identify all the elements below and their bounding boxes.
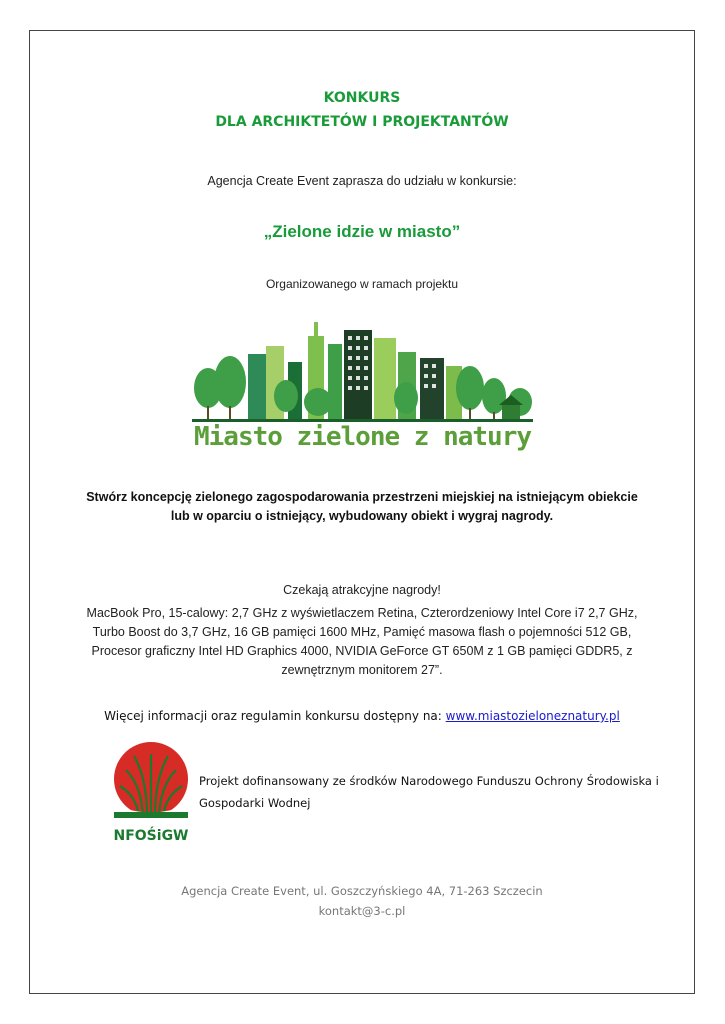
website-link[interactable]: www.miastozieloneznatury.pl (445, 709, 620, 723)
prize-line-2: Turbo Boost do 3,7 GHz, 16 GB pamięci 1600 MHz, Pamięć masowa flash o pojemności 512 GB, (92, 625, 632, 639)
funding-line-2: Gospodarki Wodnej (199, 796, 311, 810)
project-logo-text: Miasto zielone z natury (193, 422, 532, 452)
footer-address: Agencja Create Event, ul. Goszczyńskiego 4A, 71-263 Szczecin (181, 884, 543, 898)
contest-title: „Zielone idzie w miasto” (263, 222, 461, 241)
heading-konkurs: KONKURS (323, 90, 401, 106)
nfosigw-emblem-icon (112, 740, 190, 846)
organized-text: Organizowanego w ramach projektu (265, 277, 459, 291)
prize-line-3: Procesor graficzny Intel HD Graphics 4000, NVIDIA GeForce GT 650M z 1 GB pamięci GDDR5, z (91, 644, 633, 658)
footer-email: kontakt@3-c.pl (318, 904, 406, 918)
prize-description (29, 604, 695, 680)
more-info (29, 709, 695, 723)
nfosigw-logo (112, 740, 190, 846)
funding-line-1: Projekt dofinansowany ze środków Narodowego Funduszu Ochrony Środowiska i (199, 774, 659, 788)
more-info-text: Więcej informacji oraz regulamin konkursu dostępny na: (104, 709, 446, 723)
prize-line-1: MacBook Pro, 15-calowy: 2,7 GHz z wyświetlaczem Retina, Czterordzeniowy Intel Core i7 2,7 GHz, (86, 606, 638, 620)
cta-line-1: Stwórz koncepcję zielonego zagospodarowania przestrzeni miejskiej na istniejącym obiekcie (86, 490, 638, 504)
project-logo (190, 318, 535, 464)
cta-line-2: lub w oparciu o istniejący, wybudowany obiekt i wygraj nagrody. (170, 509, 554, 523)
funding-note (199, 770, 659, 814)
prizes-intro: Czekają atrakcyjne nagrody! (283, 583, 441, 597)
heading-audience: DLA ARCHIKTETÓW I PROJEKTANTÓW (215, 114, 509, 130)
invite-text: Agencja Create Event zaprasza do udziału w konkursie: (207, 174, 517, 188)
prize-line-4: zewnętrznym monitorem 27”. (281, 663, 443, 677)
call-to-action (29, 488, 695, 526)
green-city-skyline-logo (190, 318, 535, 426)
nfosigw-logo-text: NFOŚiGW (113, 828, 189, 844)
